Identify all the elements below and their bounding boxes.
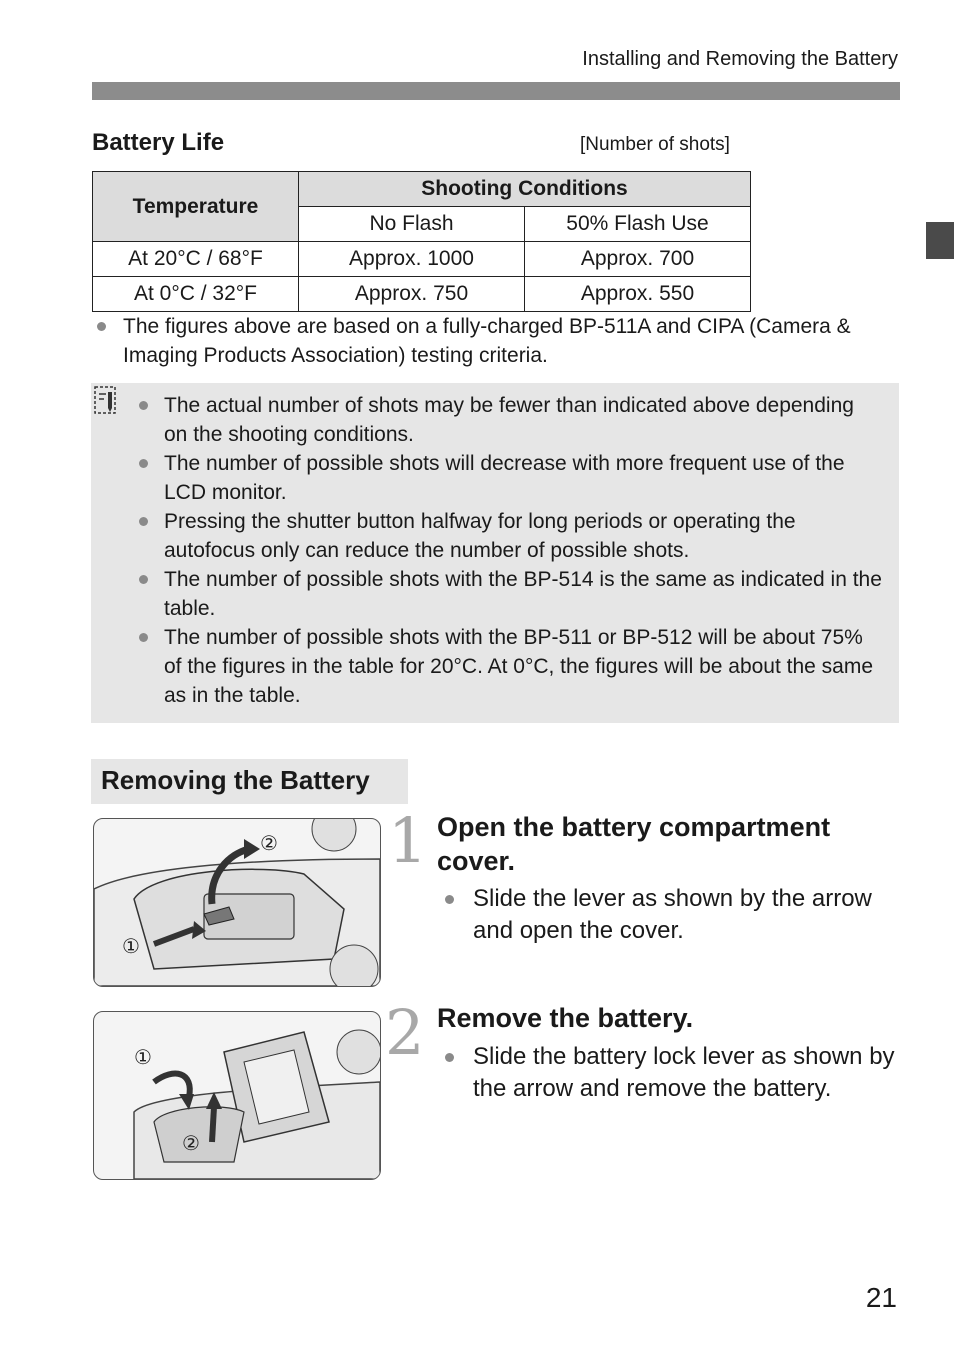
page-number: 21 — [865, 1282, 897, 1313]
step2-illustration — [93, 1011, 381, 1180]
list-item — [137, 507, 882, 565]
note-text: Pressing the shutter button halfway for long periods or operating the autofocus only can reduce the number of possible shots. — [164, 510, 796, 562]
battery-life-title: Battery Life — [92, 129, 225, 156]
header-flash-use: 50% Flash Use — [525, 207, 751, 242]
cell-flash: Approx. 700 — [525, 242, 751, 277]
callout-2: ② — [260, 831, 278, 855]
bullet-dot — [139, 517, 148, 526]
note-text: The actual number of shots may be fewer than indicated above depending on the shooting conditions. — [164, 394, 854, 446]
removing-battery-heading — [91, 759, 408, 804]
cell-no-flash: Approx. 1000 — [299, 242, 525, 277]
note-text: The number of possible shots with the BP-514 is the same as indicated in the table. — [164, 568, 882, 620]
step1-title: Open the battery compartment cover. — [437, 812, 831, 876]
bullet-dot — [139, 459, 148, 468]
cell-flash: Approx. 550 — [525, 277, 751, 312]
bullet-dot — [445, 1053, 454, 1062]
callout-1: ① — [134, 1045, 152, 1069]
note-text: The number of possible shots with the BP-511 or BP-512 will be about 75% of the figures in the table for 20°C. At 0°C, the figures will be about the same as in the table. — [164, 626, 874, 707]
callout-2: ② — [182, 1131, 200, 1155]
footnote-text: The figures above are based on a fully-charged BP-511A and CIPA (Camera & Imaging Products Association) testing criteria. — [123, 315, 851, 367]
heading-text: Removing the Battery — [101, 765, 370, 795]
step1-illustration — [93, 818, 381, 987]
cell-temp: At 0°C / 32°F — [93, 277, 299, 312]
header-no-flash: No Flash — [299, 207, 525, 242]
list-item — [137, 391, 882, 449]
bullet-dot — [139, 401, 148, 410]
bullet-dot — [445, 895, 454, 904]
list-item — [137, 623, 882, 710]
step2-title: Remove the battery. — [437, 1003, 694, 1033]
bullet-dot — [139, 575, 148, 584]
header-rule — [92, 82, 900, 100]
table-row — [93, 277, 751, 312]
bullet-dot — [97, 322, 106, 331]
unit-note: [Number of shots] — [580, 134, 730, 155]
header-temperature: Temperature — [93, 172, 299, 242]
list-item — [137, 565, 882, 623]
callout-1: ① — [122, 934, 140, 958]
notes-list — [137, 391, 882, 710]
note-text: The number of possible shots will decrease with more frequent use of the LCD monitor. — [164, 452, 845, 504]
running-header: Installing and Removing the Battery — [582, 48, 898, 70]
header-shooting-conditions: Shooting Conditions — [299, 172, 751, 207]
cell-temp: At 20°C / 68°F — [93, 242, 299, 277]
table-row — [93, 242, 751, 277]
step1-text: Slide the lever as shown by the arrow and open the cover. — [473, 885, 872, 944]
memo-icon — [94, 386, 116, 414]
step2-text: Slide the battery lock lever as shown by the arrow and remove the battery. — [473, 1043, 895, 1102]
cell-no-flash: Approx. 750 — [299, 277, 525, 312]
chapter-tab — [926, 222, 954, 259]
step-number-2: 2 — [385, 996, 425, 1069]
battery-life-table — [92, 171, 751, 312]
list-item — [137, 449, 882, 507]
bullet-dot — [139, 633, 148, 642]
step-number-1: 1 — [388, 804, 428, 877]
